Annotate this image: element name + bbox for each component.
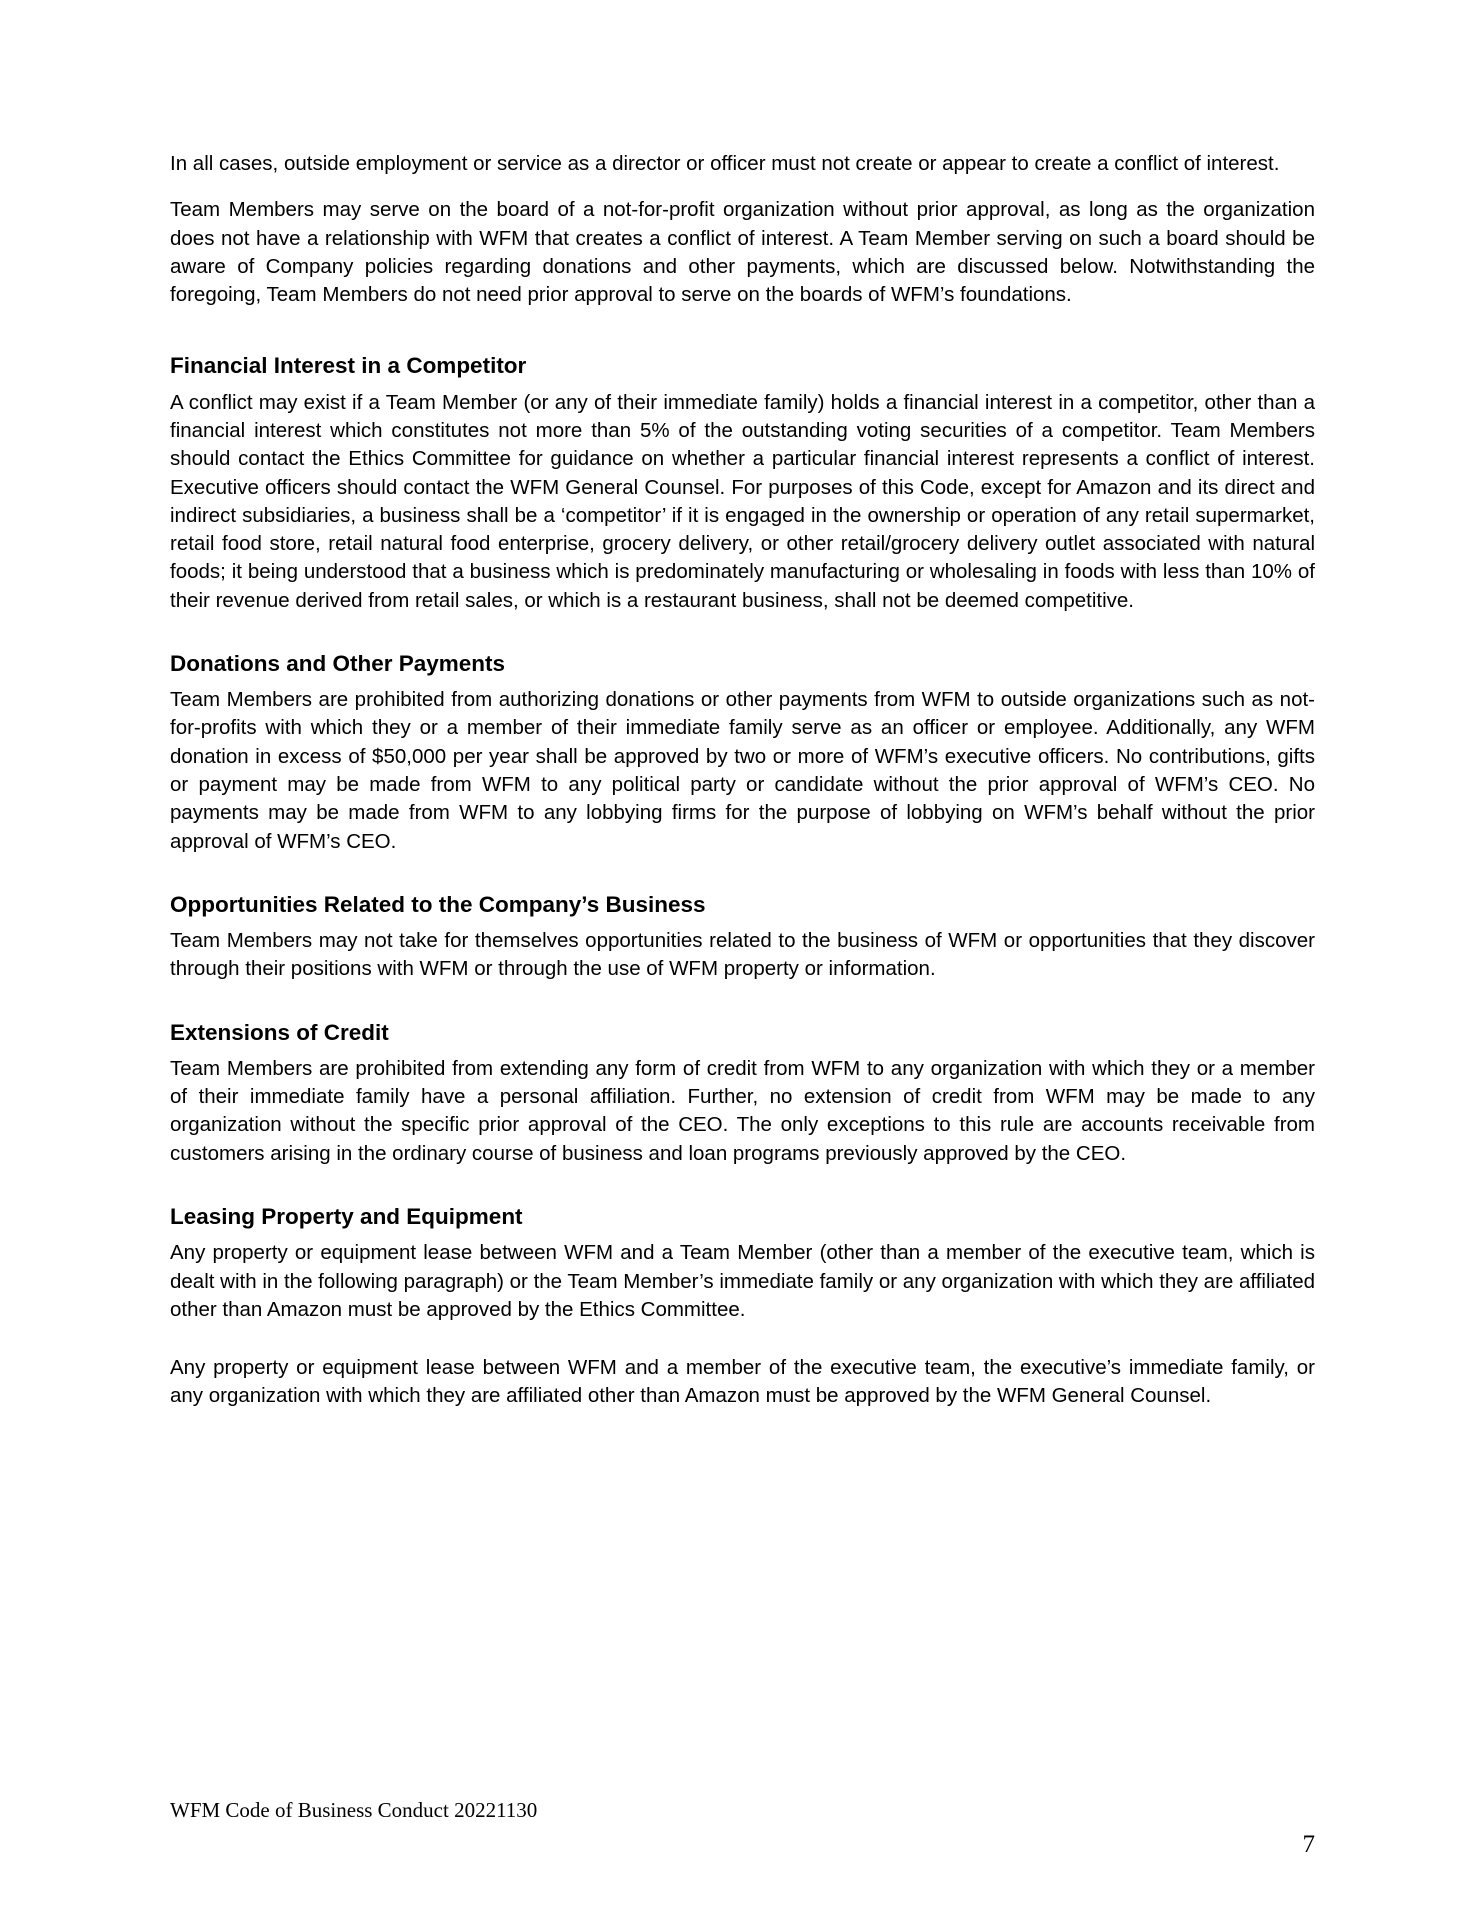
footer-document-title: WFM Code of Business Conduct 20221130	[170, 1797, 538, 1822]
paragraph: Team Members may not take for themselves opportunities related to the business of WFM or opportunities that they discover through their positions with WFM or through the use of WFM property or information.	[170, 929, 1315, 981]
page-footer	[170, 1797, 1315, 1858]
page-number: 7	[1302, 1830, 1315, 1858]
paragraph: Team Members may serve on the board of a not-for-profit organization without prior approval, as long as the organization does not have a relationship with WFM that creates a conflict of interest. A Team Member serving on such a board should be aware of Company policies regarding donations and other payments, which are discussed below. Notwithstanding the foregoing, Team Members do not need prior approval to serve on the boards of WFM’s foundations.	[170, 198, 1315, 307]
paragraph: Team Members are prohibited from extending any form of credit from WFM to any organization with which they or a member of their immediate family have a personal affiliation. Further, no extension of credit from WFM may be made to any organization without the specific prior approval of the CEO. The only exceptions to this rule are accounts receivable from customers arising in the ordinary course of business and loan programs previously approved by the CEO.	[170, 1056, 1315, 1165]
section-heading-opportunities: Opportunities Related to the Company’s Business	[170, 891, 706, 917]
section-heading-extensions-of-credit: Extensions of Credit	[170, 1019, 389, 1045]
document-body	[170, 150, 1315, 1411]
section-heading-leasing-property: Leasing Property and Equipment	[170, 1204, 523, 1230]
paragraph: Team Members are prohibited from authorizing donations or other payments from WFM to outside organizations such as not-for-profits with which they or a member of their immediate family serve as an officer or employee. Additionally, any WFM donation in excess of $50,000 per year shall be approved by two or more of WFM’s executive officers. No contributions, gifts or payment may be made from WFM to any political party or candidate without the prior approval of WFM’s CEO. No payments may be made from WFM to any lobbying firms for the purpose of lobbying on WFM’s behalf without the prior approval of WFM’s CEO.	[170, 688, 1315, 853]
section-heading-donations: Donations and Other Payments	[170, 650, 506, 676]
section-heading-financial-interest: Financial Interest in a Competitor	[170, 353, 527, 379]
paragraph: A conflict may exist if a Team Member (or any of their immediate family) holds a financial interest in a competitor, other than a financial interest which constitutes not more than 5% of the outstanding voting securities of a competitor. Team Members should contact the Ethics Committee for guidance on whether a particular financial interest represents a conflict of interest. Executive officers should contact the WFM General Counsel. For purposes of this Code, except for Amazon and its direct and indirect subsidiaries, a business shall be a ‘competitor’ if it is engaged in the ownership or operation of any retail supermarket, retail food store, retail natural food enterprise, grocery delivery, or other retail/grocery delivery outlet associated with natural foods; it being understood that a business which is predominately manufacturing or wholesaling in foods with less than 10% of their revenue derived from retail sales, or which is a restaurant business, shall not be deemed competitive.	[170, 390, 1315, 612]
paragraph: Any property or equipment lease between WFM and a member of the executive team, the executive’s immediate family, or any organization with which they are affiliated other than Amazon must be approved by the WFM General Counsel.	[170, 1356, 1315, 1408]
paragraph: Any property or equipment lease between WFM and a Team Member (other than a member of the executive team, which is dealt with in the following paragraph) or the Team Member’s immediate family or any organization with which they are affiliated other than Amazon must be approved by the Ethics Committee.	[170, 1241, 1315, 1321]
paragraph: In all cases, outside employment or service as a director or officer must not create or appear to create a conflict of interest.	[170, 152, 1280, 175]
